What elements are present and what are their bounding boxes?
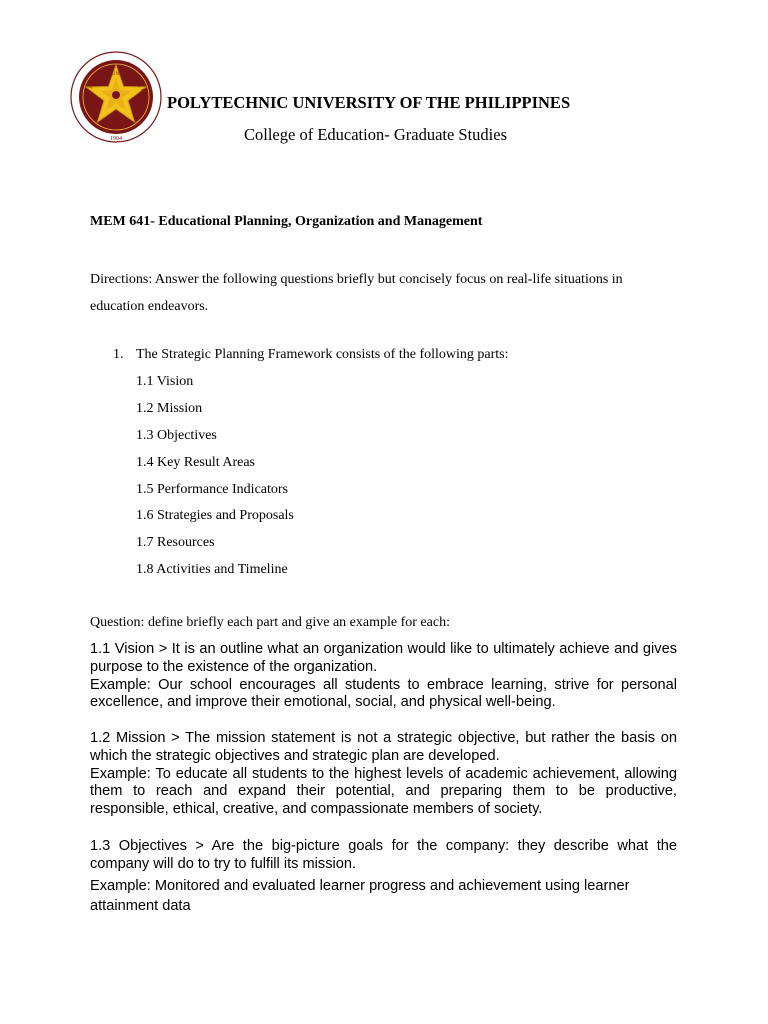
list-item: 1.1 Vision [136,374,194,389]
answer-example: Example: Our school encourages all students to embrace learning, strive for personal excellence, and improve their emotional, social, and physical well-being. [90,676,677,711]
list-item: 1.7 Resources [136,535,215,551]
answer-example: Example: To educate all students to the highest levels of academic achievement, allowing them to reach and expand their potential, and preparing them to be productive, responsible, ethical, creative, and compassionate members of society. [90,765,677,818]
list-item: 1.2 Mission [136,400,203,416]
list-item: 1.5 Performance Indicators [136,481,288,497]
answer-definition: 1.2 Mission > The mission statement is not a strategic objective, but rather the basis on which the strategic objectives and strategic plan are developed. [90,730,677,764]
list-item: 1.6 Strategies and Proposals [136,508,294,524]
list-number: 1. [113,347,124,362]
college-name: College of Education- Graduate Studies [244,125,508,144]
seal-ring-text: POLYTECHNIC UNIVERSITY OF TH [83,70,149,105]
course-title: MEM 641- Educational Planning, Organization and Management [90,214,483,229]
answer-objectives [90,838,677,916]
university-seal-logo [70,45,162,147]
list-item: 1.3 Objectives [136,427,217,443]
list-heading: The Strategic Planning Framework consists of the following parts: [136,347,509,362]
seal-year: 1904 [110,136,122,142]
directions-text: Directions: Answer the following questions briefly but concisely focus on real-life situations in education endeavors. [90,272,623,314]
list-item: 1.4 Key Result Areas [136,454,255,470]
university-name: POLYTECHNIC UNIVERSITY OF THE PHILIPPINES [167,93,571,112]
framework-parts-list [136,373,294,588]
answer-definition: 1.1 Vision > It is an outline what an organization would like to ultimately achieve and gives purpose to the existence of the organization. [90,641,677,675]
list-item: 1.8 Activities and Timeline [136,562,288,578]
answer-vision [90,641,677,712]
answer-mission [90,730,677,819]
question-text: Question: define briefly each part and give an example for each: [90,615,450,630]
answer-example: Example: Monitored and evaluated learner progress and achievement using learner attainment data [90,877,630,914]
answer-definition: 1.3 Objectives > Are the big-picture goals for the company: they describe what the company will do to try to fulfill its mission. [90,838,677,872]
